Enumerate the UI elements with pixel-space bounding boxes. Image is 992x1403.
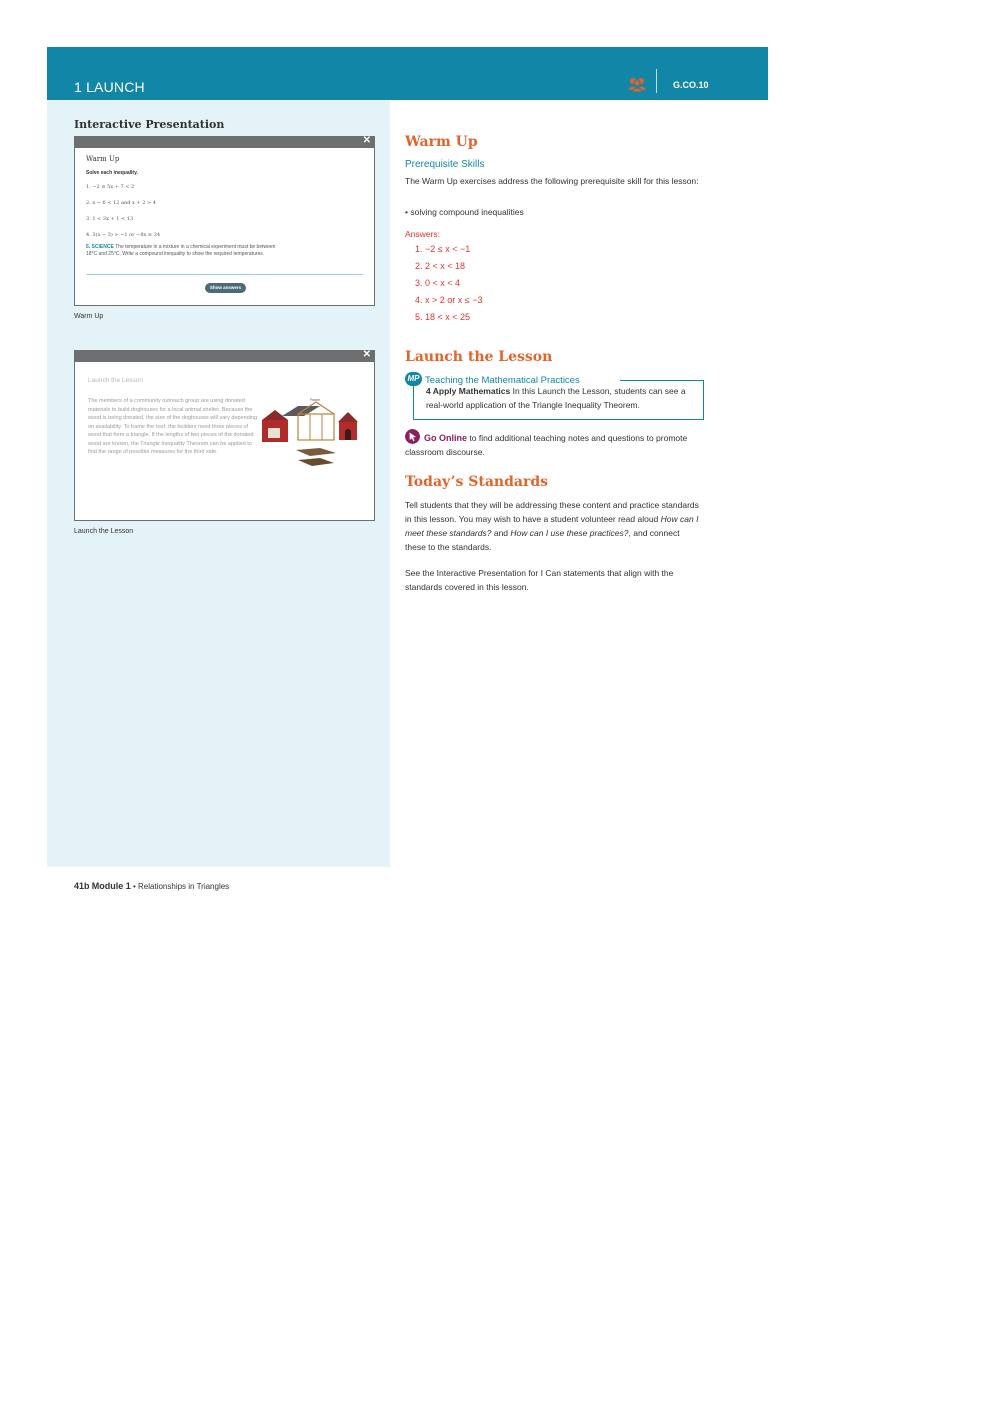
warmup-screenshot [74, 136, 375, 306]
answer-item: 2. 2 < x < 18 [415, 261, 466, 271]
question-2: How can I use these practices? [510, 528, 629, 538]
mp-text [426, 384, 701, 412]
mp-practice-text: In this Launch the Lesson, students can see a real-world application of the Triangle Inequality Theorem. [426, 386, 686, 410]
go-online-text [405, 431, 700, 459]
doghouse-illustration [260, 398, 360, 473]
mp-title: Teaching the Mathematical Practices [425, 375, 580, 386]
warmup-item: 3. 1 < 3x + 1 < 13 [86, 216, 134, 222]
module-title: Relationships in Triangles [138, 882, 230, 891]
standards-heading: Today’s Standards [405, 474, 549, 490]
warmup-caption: Warm Up [74, 313, 104, 320]
answer-item: 1. −2 ≤ x < −1 [415, 244, 471, 254]
text-run: , and connect these to the standards. [405, 528, 680, 552]
panel-heading: Interactive Presentation [74, 118, 225, 131]
screen-titlebar [75, 137, 374, 148]
section-title: 1 LAUNCH [74, 79, 145, 95]
launch-heading: Launch the Lesson [405, 349, 553, 365]
go-online-link[interactable]: Go Online [424, 433, 468, 443]
science-text: The temperature in a mixture in a chemical experiment must be between 18°C and 25°C. Write a compound inequality to show the required temperatures. [86, 244, 276, 257]
warmup-heading: Warm Up [405, 134, 478, 150]
mp-practice-label: 4 Apply Mathematics [426, 386, 511, 396]
prerequisite-skills-heading: Prerequisite Skills [405, 159, 485, 170]
warmup-item: 4. 3(x − 3) > −1 or −8x ≥ 24 [86, 232, 161, 238]
question-1: How can I meet these standards? [405, 514, 699, 538]
text-run: Tell students that they will be addressing these content and practice standards in this lesson. You may wish to have a student volunteer read aloud [405, 500, 699, 524]
warmup-science-item [86, 244, 286, 257]
launch-screen-title: Launch the Lesson [88, 377, 143, 384]
mathematical-practices-icon: MP [405, 372, 422, 386]
section-header [47, 47, 768, 100]
warmup-item: 1. −2 ≤ 5x + 7 < 2 [86, 184, 135, 190]
group-people-icon [627, 76, 647, 92]
standard-code: G.CO.10 [673, 80, 709, 90]
close-icon[interactable]: ✕ [362, 349, 371, 360]
launch-screen-text: The members of a community outreach group are using donated materials to build doghouses for a local animal shelter. Because the wood is being donated, the size of the doghouses will vary depending on availability. To frame the roof, the builders need three pieces of wood that form a triangle. If the lengths of two pieces of the donated wood are known, the Triangle Inequality Theorem can be applied to find the range of possible measures for the third side. [88, 398, 258, 455]
mp-callout-box [413, 381, 704, 420]
standards-paragraph-2: See the Interactive Presentation for I Can statements that align with the standards covered in this lesson. [405, 568, 674, 592]
answer-item: 4. x > 2 or x ≤ −3 [415, 295, 483, 305]
header-divider [656, 69, 657, 93]
answers-label: Answers: [405, 229, 440, 239]
launch-caption: Launch the Lesson [74, 528, 134, 535]
frame-label: Frame [310, 398, 321, 402]
footer-separator: • [130, 882, 139, 891]
warmup-screen-title: Warm Up [86, 155, 120, 163]
answer-item: 3. 0 < x < 4 [415, 278, 461, 288]
warmup-intro: The Warm Up exercises address the following prerequisite skill for this lesson: [405, 176, 699, 186]
standards-paragraph-1 [405, 498, 700, 554]
divider [86, 274, 363, 275]
show-answers-button[interactable]: Show answers [205, 283, 246, 293]
module-label: Module 1 [91, 881, 131, 891]
page-footer [74, 881, 229, 891]
interactive-presentation-panel [47, 100, 390, 867]
launch-screenshot [74, 350, 375, 521]
go-online-description: to find additional teaching notes and questions to promote classroom discourse. [405, 433, 688, 457]
warmup-instruction: Solve each inequality. [86, 170, 138, 176]
page-number: 41b [74, 881, 90, 891]
prerequisite-skill-bullet: • solving compound inequalities [405, 207, 524, 217]
text-run: and [491, 528, 511, 538]
warmup-item: 2. x − 6 < 12 and x + 2 > 4 [86, 200, 156, 206]
science-label: 5. SCIENCE [86, 244, 114, 250]
answer-item: 5. 18 < x < 25 [415, 312, 471, 322]
screen-titlebar [75, 351, 374, 362]
close-icon[interactable]: ✕ [362, 135, 371, 146]
